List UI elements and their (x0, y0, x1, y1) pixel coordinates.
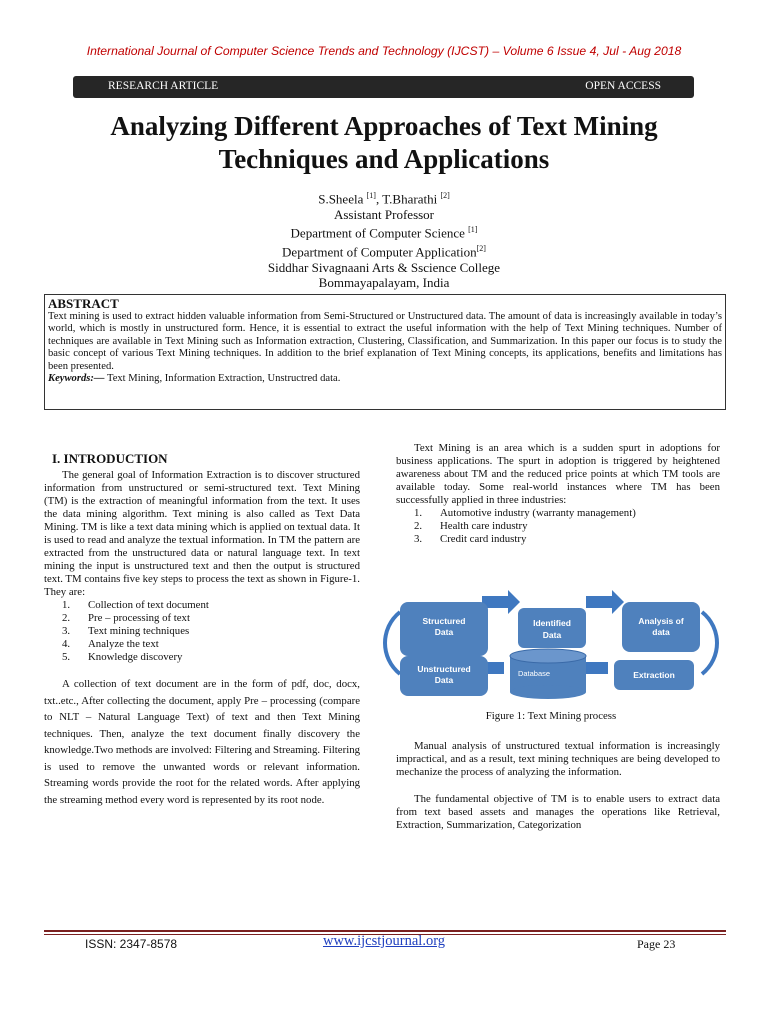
intro-paragraph-1: The general goal of Information Extraction is to discover structured information from unstructured or semi-structured text. Text Mining (TM) is the extraction of meaningful information from the text. It uses the data mining algorithm. Text mining is also called as Text Data Mining. TM is like a text data mining which is applied on textual data. It is used to read and analyze the textual information. In TM the pattern are extracted from the unstructured data or natural language text. In text mining the input is unstructured text and then the output is structured text. TM contains five key steps to process the text as shown in Figure-1. They are: (44, 469, 360, 598)
author-1: S.Sheela (318, 191, 364, 207)
industry-item-number: 3. (414, 533, 423, 545)
dept-1: Department of Computer Science (290, 225, 465, 241)
right-curve-arrow (702, 612, 717, 674)
dept-1-ref: [1] (468, 225, 478, 235)
left-curve-arrow (385, 612, 400, 674)
author-block (0, 188, 768, 291)
right-column-lower (396, 740, 720, 832)
step-item-number: 3. (62, 625, 71, 637)
author-role: Assistant Professor (333, 206, 435, 222)
step-item (44, 651, 360, 664)
structured-data-label-2: Data (434, 627, 454, 637)
text-mining-process-diagram (382, 588, 720, 700)
industry-item-text: Credit card industry (440, 533, 527, 545)
abstract-heading: ABSTRACT (48, 296, 119, 311)
affiliation-1 (0, 222, 768, 241)
step-item-number: 2. (62, 612, 71, 624)
industry-item-number: 2. (414, 520, 423, 532)
college: Siddhar Sivagnaani Arts & Sscience College (267, 259, 501, 275)
intro-paragraph-2: A collection of text document are in the form of pdf, doc, docx, txt..etc., After collecting the document, apply Pre – processing (compare to NLT – Natural Language Text) of text and then Text Mining techniques. Then, analyze the text document finally discovery the knowledge.Two methods are involved: Filtering and Streaming. Filtering is used to remove the unwanted words or relevant information. Streaming words provide the root for the related words. After applying the streaming method every word is represented by its root node. (44, 678, 360, 806)
author-1-ref: [1] (366, 191, 376, 200)
journal-header: International Journal of Computer Science Trends and Technology (IJCST) – Volume 6 Issue 4, Jul - Aug 2018 (86, 44, 682, 58)
article-banner (73, 76, 694, 98)
analysis-label-1: Analysis of (638, 616, 684, 626)
right-column (396, 442, 720, 546)
identified-data-label-2: Data (542, 630, 562, 640)
database-label: Database (517, 669, 551, 678)
identified-data-label-1: Identified (533, 618, 571, 628)
step-item-text: Knowledge discovery (88, 651, 183, 663)
step-item-number: 5. (62, 651, 71, 663)
abstract-box (44, 294, 726, 410)
dept-2-ref: [2] (476, 244, 486, 254)
author-separator: , (375, 191, 383, 207)
right-paragraph-3: The fundamental objective of TM is to enable users to extract data from text based assets and manages the operations like Retrieval, Extraction, Summarization, Categorization (396, 793, 720, 831)
dept-2: Department of Computer Application (282, 244, 477, 260)
step-item (44, 638, 360, 651)
footer-rule (44, 930, 726, 932)
step-item-text: Analyze the text (88, 638, 159, 650)
paper-title (40, 110, 728, 176)
section-heading-introduction: I. INTRODUCTION (52, 451, 168, 466)
left-column (44, 452, 360, 808)
arrow-right-2 (586, 590, 624, 614)
footer-issn: ISSN: 2347-8578 (85, 937, 178, 951)
location: Bommayapalayam, India (318, 275, 450, 291)
step-item-text: Pre – processing of text (88, 612, 190, 624)
access-type: OPEN ACCESS (585, 80, 661, 92)
footer-url-link[interactable]: www.ijcstjournal.org (322, 933, 446, 949)
title-line-1: Analyzing Different Approaches of Text Mining (110, 111, 658, 141)
step-item (44, 625, 360, 638)
unstructured-data-label-1: Unstructured (417, 664, 471, 674)
keywords-label: Keywords:— (48, 373, 105, 385)
article-type: RESEARCH ARTICLE (108, 80, 219, 92)
step-item (44, 612, 360, 625)
industry-item-text: Health care industry (440, 520, 528, 532)
industry-item (396, 533, 720, 546)
keywords (48, 373, 722, 385)
structured-data-label-1: Structured (422, 616, 466, 626)
step-item-number: 4. (62, 638, 71, 650)
identified-data-box (518, 608, 586, 648)
abstract-text: Text mining is used to extract hidden valuable information from Semi-Structured or Unstructured data. The amount of data is increasingly available in today’s world, which is mostly in unstructured form. Hence, it is essential to extract the useful information with the help of Text Mining techniques. Number of techniques are available in Text Mining such as Information extraction, Clustering, Classification, and Summarization. In this paper our focus is to study the basic concept of various Text Mining techniques. In addition to the brief explanation of Text Mining concepts, its applications, benefits and limitations has been presented. (48, 311, 722, 372)
right-paragraph-2: Manual analysis of unstructured textual information is increasingly impractical, and as a result, text mining techniques are being developed to mechanize the process of analyzing the information. (396, 740, 720, 778)
unstructured-data-label-2: Data (434, 675, 454, 685)
keywords-list: Text Mining, Information Extraction, Unstructred data. (104, 373, 341, 385)
author-names (0, 188, 768, 207)
steps-list (44, 599, 360, 664)
right-paragraph-1: Text Mining is an area which is a sudden spurt in adoptions for business applications. The spurt in adoption is triggered by heightened awareness about TM and the reduced price points at which TM tools are available today. Some real-world instances where TM has been successfully applied in three industries: (396, 442, 720, 506)
extraction-label: Extraction (633, 670, 675, 680)
industry-item (396, 520, 720, 533)
title-line-2: Techniques and Applications (218, 144, 550, 174)
step-item-text: Collection of text document (88, 599, 209, 611)
author-2-ref: [2] (440, 191, 450, 200)
analysis-label-2: data (652, 627, 670, 637)
step-item (44, 599, 360, 612)
step-item-number: 1. (62, 599, 71, 611)
industry-item-number: 1. (414, 507, 423, 519)
industry-item-text: Automotive industry (warranty management) (440, 507, 636, 519)
affiliation-2 (0, 241, 768, 260)
step-item-text: Text mining techniques (88, 625, 190, 637)
industry-list (396, 507, 720, 546)
industry-item (396, 507, 720, 520)
footer-page-number: Page 23 (637, 937, 676, 951)
author-2: T.Bharathi (382, 191, 438, 207)
figure-caption: Figure 1: Text Mining process (485, 710, 617, 722)
